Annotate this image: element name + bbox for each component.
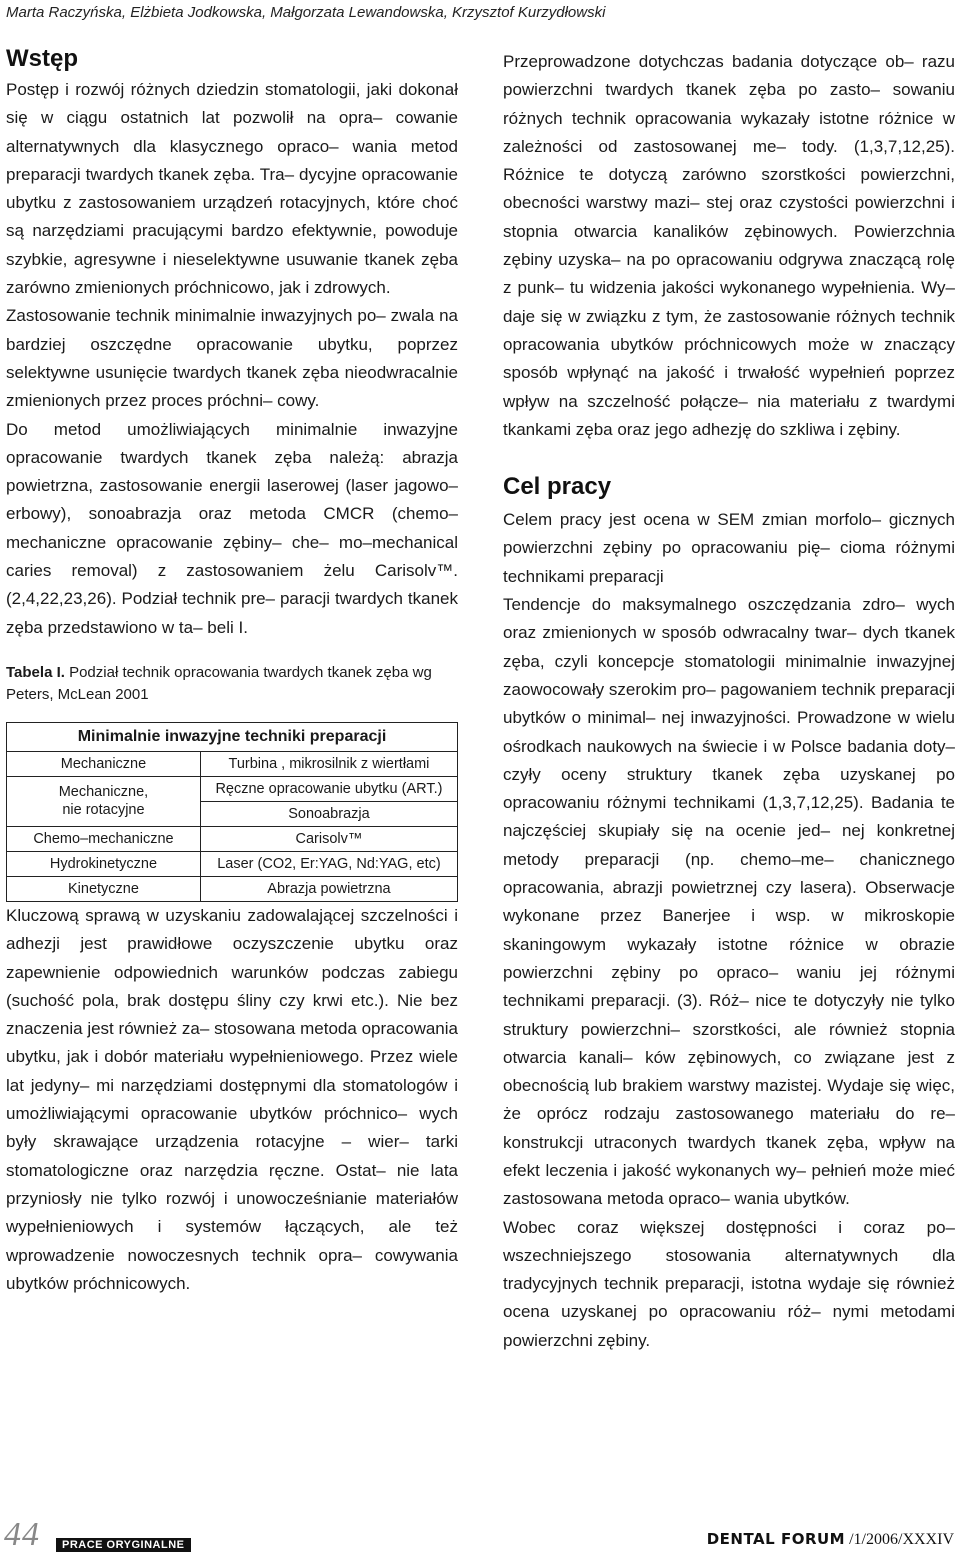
page-number: 44 [4,1516,40,1553]
table-cell: Abrazja powietrzna [200,876,457,901]
table-cell: Hydrokinetyczne [7,851,201,876]
section-heading-intro: Wstęp [6,45,78,72]
page-footer [0,1516,960,1553]
intro-paragraph-3: Do metod umożliwiających minimalnie inwazyjne opracowanie twardych tkanek zęba należą: abrazja powietrzna, zastosowanie energii laserowej (laser jagowo–erbowy), sonoabrazja oraz metoda CMCR (chemo–mechaniczne opracowanie zębiny– che– mo–mechanical caries removal) z zastosowaniem żelu Carisolv™. (2,4,22,23,26). Podział technik pre– paracji twardych tkanek zęba przedstawiono w ta– beli I. [6,419,458,637]
table-row [7,876,458,901]
journal-info [707,1530,954,1549]
table-cell: Carisolv™ [200,826,457,851]
techniques-table [6,722,458,902]
table-title: Minimalnie inwazyjne techniki preparacji [7,722,458,751]
journal-issue: /1/2006/XXXIV [845,1531,954,1548]
research-paragraph-1: Przeprowadzone dotychczas badania dotyczące ob– razu powierzchni twardych tkanek zęba po zasto– sowaniu różnych technik opracowania wykazały istotne różnice w zależności od zastosowanej me– tody. (1,3,7,12,25). Różnice te dotyczą zarówno szorstkości powierzchni, obecności warstwy mazi– stej oraz czystości powierzchni i stopnia otwarcia kanalików zębinowych. Powierzchnia zębiny uzyska– na po opracowaniu odgrywa znaczącą rolę z punk– tu widzenia jakości wykonanego wypełnienia. Wy– daje się w związku z tym, że zastosowanie różnych technik opracowania ubytków próchnicowych może w znaczący sposób wpłynąć na jakość i trwałość wypełnień poprzez wpływ na szczelność połącze– nia materiału z twardymi tkankami zęba oraz jego adhezję do szkliwa i zębiny. [503,52,955,439]
intro-paragraph-4: Kluczową sprawą w uzyskaniu zadowalającej szczelności i adhezji jest prawidłowe oczyszczenie ubytku oraz zapewnienie odpowiednich warunków podczas zabiegu (suchość pola, brak dostępu śliny czy krwi etc.). Nie bez znaczenia jest również za– stosowana metoda opracowania ubytku, jak i dobór materiału wypełnieniowego. Przez wiele lat jedyny– mi narzędziami dostępnymi dla stomatologów i umożliwiającymi opracowanie ubytków próchnico– wych były skrawające urządzenia rotacyjne – wier– tarki stomatologiczne oraz narzędzia ręczne. Ostat– nie lata przyniosły nie tylko rozwój i unowocześnianie materiałów wypełnieniowych i systemów łączących, ale też wprowadzenie nowoczesnych technik opra– cowywania ubytków próchnicowych. [6,905,458,1293]
table-cell: Laser (CO2, Er:YAG, Nd:YAG, etc) [200,851,457,876]
aim-paragraph-2: Tendencje do maksymalnego oszczędzania zdro– wych oraz zmienionych w sposób odwracalny twar– dych tkanek zęba, czyli koncepcje stomatologii minimalnie inwazyjnej zaowocowały szerokim pro– pagowaniem technik preparacji ubytków o minimal– nej inwazyjności. Prowadzone w wielu ośrodkach naukowych na świecie i w Polsce badania doty– czyły oceny struktury tkanek zęba uzyskanej po opracowaniu różnymi technikami (1,3,7,12,25). Badania te najczęściej skupiały się na ocenie jed– nej konkretnej metody preparacji (np. chemo–me– chanicznego opracowania, abrazji powietrznej czy lasera). Obserwacje wykonane przez Banerjee i wsp. w mikroskopie skaningowym wykazały istotne różnice w obrazie powierzchni zębiny po opraco– waniu jej różnymi technikami preparacji. (3). Róż– nice te dotyczyły nie tylko struktury powierzchni– szorstkości, ale również stopnia otwarcia kanali– ków zębinowych, co związane jest z obecnością lub brakiem warstwy mazistej. Wydaje się więc, że oprócz rodzaju zastosowanego materiału do re– konstrukcji utraconych twardych tkanek zęba, wpływ na efekt leczenia i jakość wykonanych wy– pełnień może mieć zastosowana metoda opraco– wania ubytków. [503,595,955,1209]
left-column [6,42,458,1298]
aim-paragraph-1: Celem pracy jest ocena w SEM zmian morfolo– gicznych powierzchni zębiny po opracowaniu pię– cioma różnymi technikami preparacji [503,510,955,586]
table-cell: Turbina , mikrosilnik z wiertłami [200,751,457,776]
table-cell: Ręczne opracowanie ubytku (ART.) [200,776,457,801]
intro-paragraph-2: Zastosowanie technik minimalnie inwazyjnych po– zwala na bardziej oszczędne opracowanie ubytku, poprzez selektywne usunięcie twardych tkanek zęba nieodwracalnie zmienionych przez proces próchni– cowy. [6,306,458,411]
table-caption-label: Tabela I. [6,663,65,681]
table-caption [6,662,458,706]
table-row [7,751,458,776]
table-cell: Chemo–mechaniczne [7,826,201,851]
section-heading-aim: Cel pracy [503,473,612,501]
aim-paragraph-3: Wobec coraz większej dostępności i coraz po– wszechniejszego stosowania alternatywnych dla tradycyjnych technik preparacji, istotna wydaje się również ocena uzyskanej po opracowaniu róż– nymi metodami powierzchni zębiny. [503,1217,955,1350]
section-label: PRACE ORYGINALNE [56,1538,191,1552]
table-row [7,851,458,876]
right-column [503,48,955,1355]
table-row [7,826,458,851]
table-cell: Mechaniczne, nie rotacyjne [7,776,201,826]
table-cell: Sonoabrazja [200,801,457,826]
table-cell: Mechaniczne [7,751,201,776]
journal-brand: DENTAL FORUM [706,1530,846,1548]
running-header-authors: Marta Raczyńska, Elżbieta Jodkowska, Małgorzata Lewandowska, Krzysztof Kurzydłowski [6,4,606,21]
intro-paragraph-1: Postęp i rozwój różnych dziedzin stomatologii, jaki dokonał się w ciągu ostatnich lat pozwolił na opra– cowanie alternatywnych dla klasycznego opraco– wania metod preparacji twardych tkanek zęba. Tra– dycyjne opracowanie ubytku z zastosowaniem urządzeń rotacyjnych, które choć są narzędziami pracującymi bardzo efektywnie, powoduje szybkie, agresywne i nieselektywne usuwanie tkanek zęba zarówno zmienionych próchnicowo, jak i zdrowych. [6,80,458,298]
table-row [7,776,458,801]
table-caption-text: Podział technik opracowania twardych tkanek zęba wg Peters, McLean 2001 [6,663,432,703]
table-cell: Kinetyczne [7,876,201,901]
